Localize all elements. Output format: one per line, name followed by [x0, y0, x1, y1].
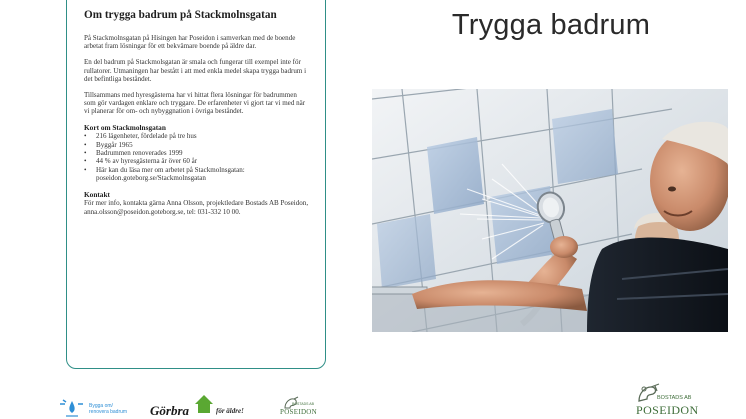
facts-heading: Kort om Stackmolnsgatan	[84, 123, 166, 133]
facts-list	[84, 132, 309, 182]
poseidon-small-name: POSEIDON	[280, 408, 318, 416]
info-box	[66, 0, 326, 369]
contact-section	[84, 190, 309, 216]
info-paragraph-1: På Stackmolnsgatan på Hisingen har Poseidon i samverkan med de boende arbetat fram lösningar för ett bekvämare boende på äldre dar.	[84, 34, 296, 51]
poseidon-small-top: BOSTADS AB	[292, 402, 314, 406]
gorbra-logo-sub: för äldre!	[216, 407, 244, 415]
contact-heading: Kontakt	[84, 190, 110, 200]
poseidon-logo-name: POSEIDON	[636, 403, 699, 417]
info-paragraph-2: En del badrum på Stackmolsgatan är smala och fungerar till exempel inte för rullatorer. Utmaningen har bestått i att med enkla medel skapa trygga badrum i det befintliga beståndet.	[84, 58, 307, 83]
poseidon-logo-top: BOSTADS AB	[657, 395, 692, 401]
poseidon-logo	[633, 383, 703, 419]
water-drop-icon	[58, 398, 84, 418]
fact-item: • 44 % av hyresgästerna är över 60 år	[84, 157, 309, 165]
info-box-title: Om trygga badrum på Stackmolnsgatan	[84, 9, 277, 21]
house-icon	[193, 393, 215, 415]
gorbra-logo-text: Görbra	[150, 403, 190, 418]
fact-item: • 216 lägenheter, fördelade på tre hus	[84, 132, 309, 140]
fact-item: • Badrummen renoverades 1999	[84, 149, 309, 157]
fact-item: • Här kan du läsa mer om arbetet på Stackmolnsgatan: poseidon.goteborg.se/Stackmolnsgatan	[84, 166, 309, 183]
bygga-logo-line2: renovera badrum	[89, 408, 128, 415]
partner-logos	[58, 393, 338, 419]
fact-item: • Byggår 1965	[84, 141, 309, 149]
bygga-logo-line1: Bygga om/	[89, 403, 113, 409]
bathroom-photo	[372, 89, 728, 332]
info-paragraph-3: Tillsammans med hyresgästerna har vi hittat flera lösningar för badrummen som gör vardagen enklare och tryggare. De erfarenheter vi gjort tar vi med när vi planerar för om- och nybyggnation i övriga beståndet.	[84, 90, 306, 116]
slide-title: Trygga badrum	[451, 9, 651, 41]
bathroom-photo-illustration	[372, 89, 728, 332]
contact-text: För mer info, kontakta gärna Anna Olsson, projektledare Bostads AB Poseidon, anna.olsson@poseidon.goteborg.se, tel: 031-332 10 00.	[84, 199, 309, 216]
